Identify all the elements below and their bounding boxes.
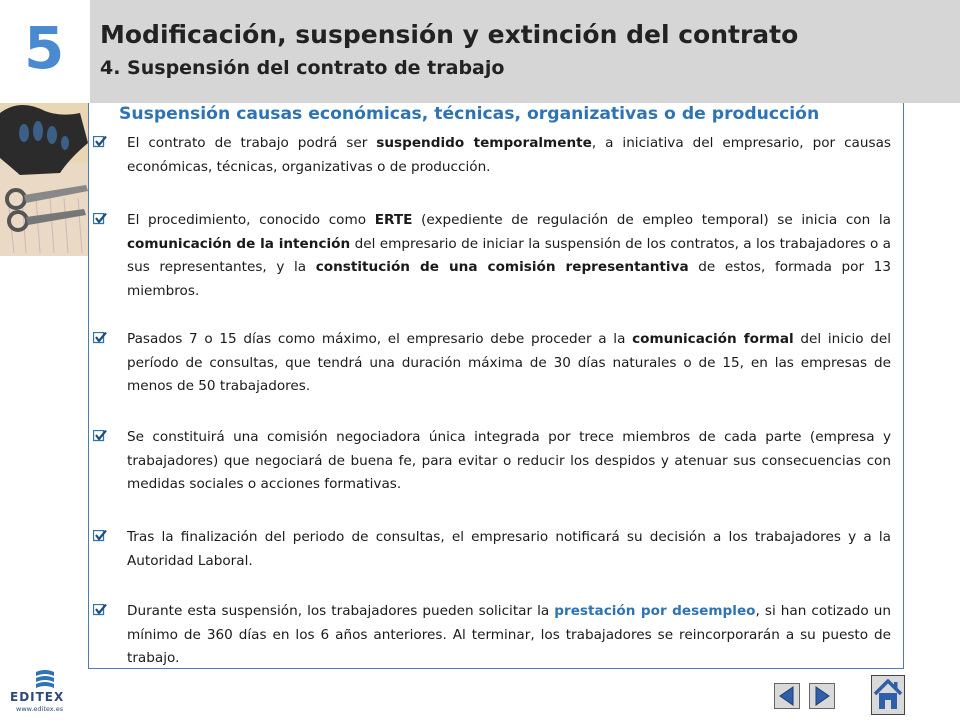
header-band	[90, 0, 960, 103]
checkbox-bullet-icon	[93, 136, 107, 150]
bullet-text	[127, 429, 891, 492]
bullet-text	[127, 135, 891, 175]
checkbox-bullet-icon	[93, 332, 107, 346]
text-segment: Pasados 7 o 15 días como máximo, el empresario debe proceder a la	[127, 331, 633, 347]
section-heading: Suspensión causas económicas, técnicas, organizativas o de producción	[119, 104, 820, 124]
logo-name: EDITEX	[10, 690, 65, 704]
text-segment: del inicio del período de consultas, que tendrá una duración máxima de 30 días naturales o de 15, en las empresas de menos de 50 trabajadores.	[127, 331, 891, 394]
home-button[interactable]	[871, 675, 905, 715]
checkbox-bullet-icon	[93, 430, 107, 444]
chapter-box	[0, 0, 90, 103]
checkbox-bullet-icon	[93, 213, 107, 227]
text-segment: El procedimiento, conocido como	[127, 212, 375, 228]
bold-term: comunicación de la intención	[127, 235, 351, 252]
text-segment: de estos, formada por 13 miembros.	[127, 259, 891, 299]
bullet-item	[127, 328, 891, 399]
bold-term: constitución de una comisión representantiva	[315, 259, 689, 275]
text-segment: El contrato de trabajo podrá ser	[127, 135, 377, 151]
text-segment: , si han cotizado un mínimo de 360 días en los 6 años anteriores. Al terminar, los trabajadores se reincorporarán a su puesto de trabajo.	[127, 603, 892, 666]
bullet-text	[127, 603, 891, 666]
page-subtitle: 4. Suspensión del contrato de trabajo	[100, 57, 505, 79]
bullet-text	[127, 212, 891, 299]
bullet-item	[127, 426, 891, 497]
highlighted-term: prestación por desempleo	[554, 603, 756, 619]
bullet-item	[127, 132, 891, 179]
bullet-text	[127, 529, 891, 569]
bullet-text	[127, 331, 891, 394]
bold-term: comunicación formal	[632, 331, 794, 347]
checkbox-bullet-icon	[93, 530, 107, 544]
next-arrow-icon	[810, 684, 834, 708]
bullet-item	[127, 600, 891, 671]
previous-button[interactable]	[774, 683, 800, 709]
text-segment: Se constituirá una comisión negociadora única integrada por trece miembros de cada parte (empresa y trabajadores) que negociará de buena fe, para evitar o reducir los despidos y atenuar sus consecuencias con medidas sociales o acciones formativas.	[127, 429, 891, 492]
checkbox-bullet-icon	[93, 604, 107, 618]
text-segment: Tras la finalización del periodo de consultas, el empresario notificará su decisión a los trabajadores y a la Autoridad Laboral.	[127, 529, 891, 569]
bullet-item	[127, 209, 891, 303]
bullet-item	[127, 526, 891, 573]
chapter-number: 5	[24, 14, 65, 82]
text-segment: , a iniciativa del empresario, por causas económicas, técnicas, organizativas o de producción.	[127, 135, 891, 175]
page-title: Modificación, suspensión y extinción del contrato	[100, 20, 799, 49]
bold-term: suspendido temporalmente	[376, 135, 592, 151]
logo-url: www.editex.es	[16, 705, 64, 713]
next-button[interactable]	[809, 683, 835, 709]
text-segment: (expediente de regulación de empleo temporal) se inicia con la	[412, 212, 891, 228]
text-segment: Durante esta suspensión, los trabajadores pueden solicitar la	[127, 603, 555, 619]
hand-scissors-illustration	[0, 103, 90, 256]
bold-term: ERTE	[374, 212, 413, 228]
home-icon	[872, 676, 904, 714]
text-segment: del empresario de iniciar la suspensión de los contratos, a los trabajadores o a sus representantes, y la	[127, 235, 891, 275]
previous-arrow-icon	[775, 684, 799, 708]
content-panel	[88, 103, 904, 669]
